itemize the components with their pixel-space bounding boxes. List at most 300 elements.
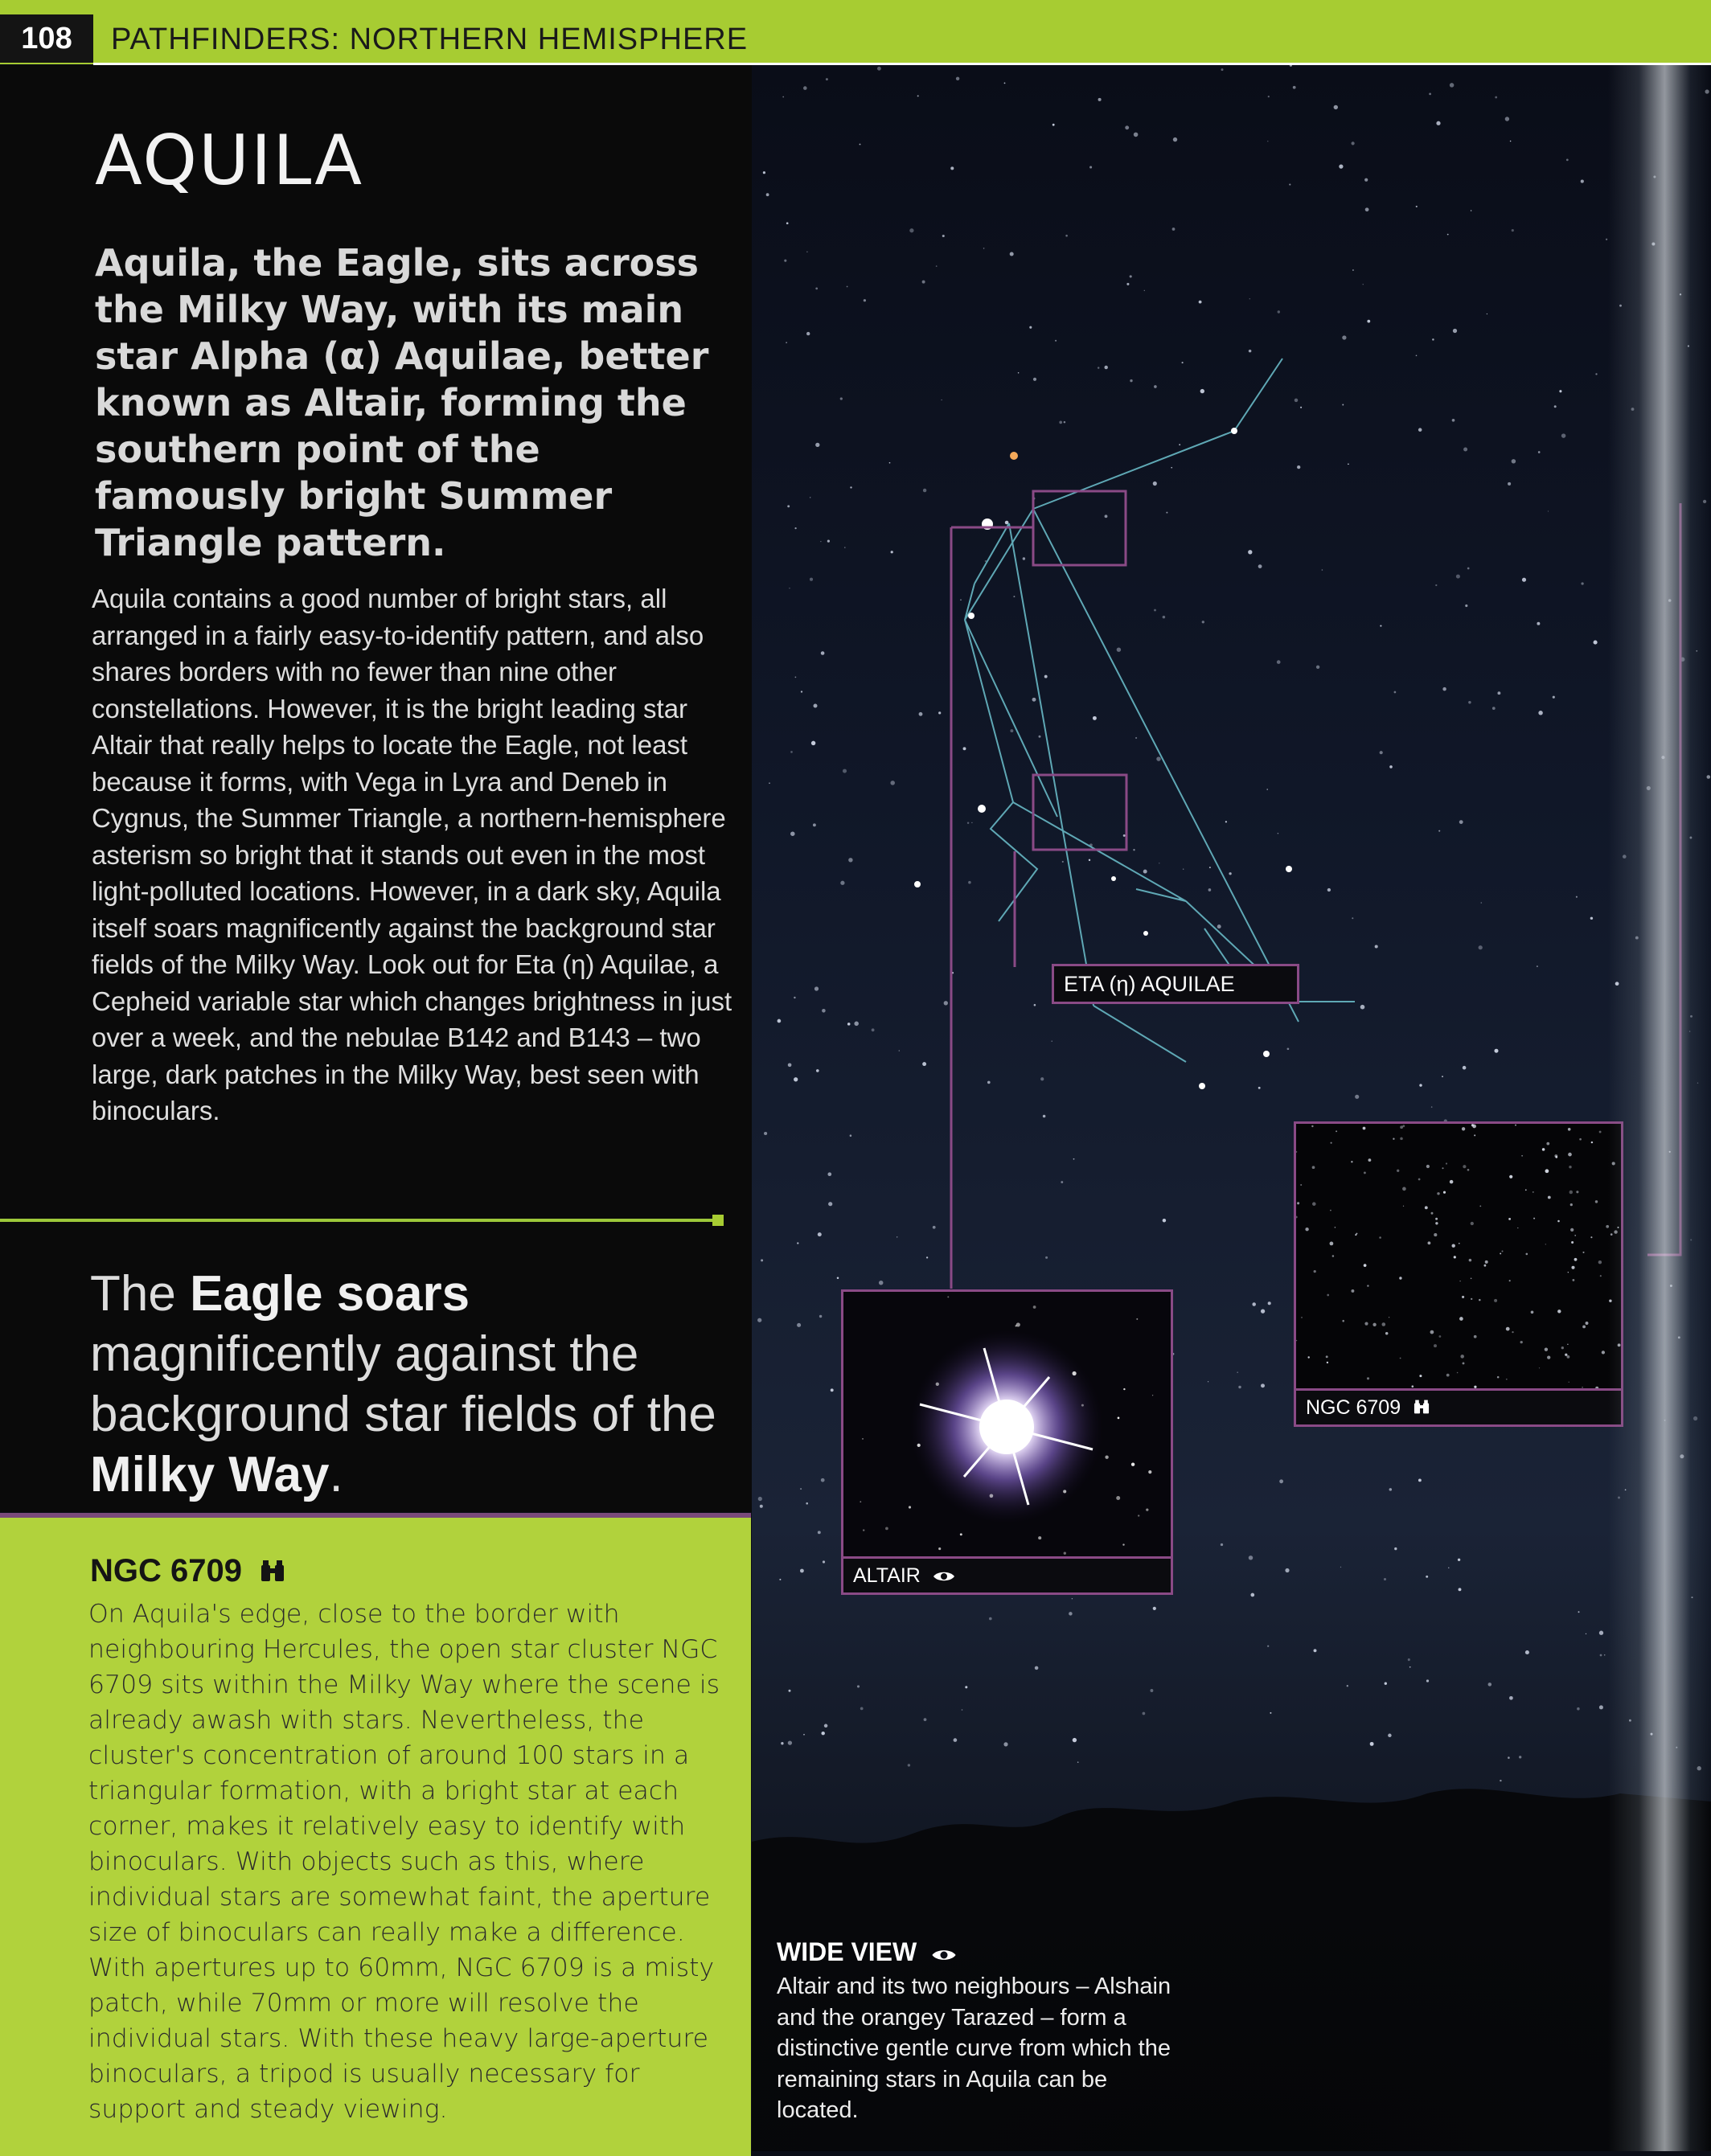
background-star <box>1077 1761 1079 1763</box>
background-star <box>1173 137 1177 141</box>
background-star <box>1314 1649 1317 1652</box>
background-star <box>1561 433 1565 437</box>
background-star <box>1208 888 1212 892</box>
background-star <box>1434 1233 1437 1236</box>
background-star <box>1568 1128 1571 1131</box>
background-star <box>1419 1084 1422 1086</box>
background-star <box>1296 1151 1297 1153</box>
eye-icon <box>933 1560 955 1593</box>
background-star <box>1117 647 1121 651</box>
ngc6709-star-cluster <box>1296 1124 1621 1389</box>
background-star <box>1418 428 1422 432</box>
background-star <box>1352 269 1354 271</box>
background-star <box>787 505 790 507</box>
background-star <box>1495 96 1497 99</box>
pull-quote-text-1: The <box>90 1266 191 1322</box>
background-star <box>1363 284 1364 285</box>
background-star <box>781 1742 783 1744</box>
background-star <box>1546 1142 1549 1146</box>
background-star <box>1154 385 1157 388</box>
background-star <box>1209 867 1211 868</box>
background-star <box>837 1277 839 1280</box>
background-star <box>860 144 861 146</box>
background-star <box>1125 125 1129 129</box>
background-star <box>1454 1256 1456 1258</box>
background-star <box>1105 514 1108 518</box>
background-star <box>1533 1191 1534 1193</box>
background-star <box>1342 1320 1344 1322</box>
background-star <box>814 986 819 990</box>
background-star <box>1548 510 1549 511</box>
background-star <box>1389 1488 1393 1491</box>
background-star <box>1409 1666 1411 1668</box>
background-star <box>1570 1203 1573 1206</box>
background-star <box>815 288 818 290</box>
background-star <box>1459 1588 1462 1591</box>
background-star <box>1355 1234 1356 1236</box>
background-star <box>1266 789 1268 790</box>
background-star <box>1348 463 1349 465</box>
background-star <box>1351 1161 1352 1162</box>
background-star <box>1229 872 1231 875</box>
background-star <box>1515 1125 1516 1126</box>
background-star <box>1307 1356 1309 1358</box>
background-star <box>1032 698 1036 702</box>
background-star <box>1505 117 1509 121</box>
background-star <box>989 1617 992 1621</box>
background-star <box>924 1718 927 1721</box>
background-star <box>1512 1331 1513 1333</box>
background-star <box>1055 340 1057 342</box>
background-star <box>967 822 969 823</box>
background-star <box>1442 1167 1443 1169</box>
background-star <box>1316 666 1319 669</box>
background-star <box>1463 1362 1465 1364</box>
tarazed-star <box>1010 452 1018 460</box>
pull-quote-bold-1: Eagle soars <box>190 1266 470 1322</box>
background-star <box>1297 465 1300 469</box>
background-star <box>1394 691 1397 694</box>
background-star <box>821 1478 825 1482</box>
altair-inset <box>841 1289 1173 1595</box>
background-star <box>1599 1631 1603 1635</box>
background-star <box>1039 736 1041 738</box>
background-star <box>1453 329 1457 333</box>
background-star <box>1566 159 1569 162</box>
background-star <box>1512 459 1516 463</box>
background-star <box>850 1134 852 1137</box>
background-star <box>1471 1277 1472 1279</box>
background-star <box>1435 1222 1438 1224</box>
background-star <box>1268 1301 1271 1305</box>
background-star <box>1089 859 1090 861</box>
background-star <box>1557 1220 1560 1223</box>
background-star <box>1312 1202 1316 1206</box>
background-star <box>1492 707 1496 710</box>
background-star <box>1018 372 1020 374</box>
background-star <box>1425 1206 1428 1209</box>
background-star <box>1426 1576 1428 1578</box>
background-star <box>1352 141 1355 145</box>
background-star <box>971 822 972 823</box>
background-star <box>1013 596 1015 597</box>
background-star <box>956 77 959 80</box>
background-star <box>860 1501 861 1502</box>
background-star <box>1073 1371 1077 1375</box>
background-star <box>1429 93 1431 96</box>
background-star <box>960 1533 962 1535</box>
background-star <box>860 1707 864 1711</box>
background-star <box>1526 1253 1528 1256</box>
background-star <box>1326 1355 1328 1358</box>
background-star <box>1502 1251 1504 1252</box>
background-star <box>1467 568 1470 570</box>
background-star <box>1098 98 1102 101</box>
background-star <box>1004 83 1006 84</box>
background-star <box>779 1579 781 1580</box>
background-star <box>1279 1479 1283 1483</box>
background-star <box>826 78 828 80</box>
background-star <box>810 578 813 581</box>
background-star <box>828 1202 832 1206</box>
background-star <box>1143 870 1147 874</box>
background-star <box>1372 1323 1376 1326</box>
background-star <box>965 1686 967 1688</box>
background-star <box>821 1732 824 1735</box>
background-star <box>1044 675 1048 678</box>
background-star <box>1146 1508 1148 1510</box>
background-star <box>1296 1340 1297 1341</box>
altair-inset-label <box>843 1556 1171 1592</box>
running-header <box>0 0 1711 64</box>
background-star <box>1606 239 1607 240</box>
background-star <box>1221 68 1223 71</box>
background-star <box>1519 1756 1521 1758</box>
background-star <box>1035 1666 1039 1670</box>
background-star <box>1295 399 1299 403</box>
background-star <box>803 1734 805 1736</box>
background-star <box>840 881 844 885</box>
background-star <box>1179 444 1180 445</box>
background-star <box>1268 96 1270 97</box>
page-number: 108 <box>0 14 93 63</box>
background-star <box>818 1232 822 1236</box>
background-star <box>1365 207 1369 211</box>
background-star <box>1033 1305 1036 1309</box>
background-star <box>1598 1260 1602 1264</box>
background-star <box>1052 124 1055 126</box>
background-star <box>1258 564 1262 568</box>
background-star <box>983 248 985 249</box>
background-star <box>1104 366 1107 369</box>
background-star <box>1249 350 1252 353</box>
background-star <box>947 1296 949 1297</box>
background-star <box>872 1028 875 1031</box>
background-star <box>1105 1456 1108 1459</box>
background-star <box>1063 1490 1066 1493</box>
background-star <box>1118 1417 1120 1420</box>
background-star <box>862 1438 864 1440</box>
background-star <box>819 1315 822 1318</box>
background-star <box>1379 1236 1381 1239</box>
background-star <box>1459 820 1463 824</box>
page-gutter-shadow <box>1608 65 1711 2151</box>
background-star <box>1010 252 1014 256</box>
background-star <box>1351 1289 1354 1293</box>
background-star <box>1430 1330 1434 1334</box>
background-star <box>1484 1264 1487 1267</box>
background-star <box>1465 605 1467 607</box>
background-star <box>1290 65 1292 67</box>
background-star <box>1397 1170 1399 1172</box>
background-star <box>794 527 796 529</box>
background-star <box>1438 830 1440 832</box>
background-star <box>1568 1272 1569 1273</box>
background-star <box>1471 210 1472 211</box>
background-star <box>1554 1154 1557 1158</box>
background-star <box>1380 625 1381 627</box>
background-star <box>1364 178 1368 182</box>
background-star <box>1131 1463 1135 1466</box>
background-star <box>944 1001 948 1005</box>
background-star <box>1336 1130 1337 1132</box>
background-star <box>784 260 786 262</box>
background-star <box>1471 1222 1474 1225</box>
background-star <box>1098 367 1099 368</box>
background-star <box>1261 1383 1265 1387</box>
background-star <box>1089 166 1092 168</box>
background-star <box>1081 1404 1084 1407</box>
background-star <box>1579 1138 1582 1141</box>
background-star <box>1355 1095 1359 1099</box>
background-star <box>766 193 769 196</box>
background-star <box>1442 1076 1443 1077</box>
background-star <box>1506 1327 1510 1331</box>
background-star <box>811 741 815 745</box>
background-star <box>800 1488 802 1490</box>
background-star <box>1508 1756 1510 1759</box>
background-star <box>1463 1066 1467 1070</box>
background-star <box>1221 1543 1223 1546</box>
background-star <box>917 1444 921 1447</box>
background-star <box>1199 301 1202 304</box>
background-star <box>1122 1543 1124 1545</box>
background-star <box>1474 1335 1477 1338</box>
background-star <box>1069 1612 1073 1616</box>
background-star <box>968 881 971 884</box>
background-star <box>1237 1371 1238 1373</box>
background-star <box>815 443 819 447</box>
background-star <box>1382 1322 1386 1326</box>
background-star <box>1322 569 1323 571</box>
ngc6709-inset-label-text: NGC 6709 <box>1306 1396 1401 1419</box>
background-star <box>1431 1106 1433 1108</box>
background-star <box>1462 1127 1465 1130</box>
background-star <box>847 1023 851 1026</box>
background-star <box>1460 1355 1464 1359</box>
background-star <box>1542 1148 1545 1151</box>
background-star <box>1525 1189 1527 1191</box>
background-star <box>1064 421 1066 424</box>
background-star <box>1594 641 1598 645</box>
background-star <box>827 1172 831 1176</box>
background-star <box>1202 621 1204 623</box>
background-star <box>1567 1355 1570 1359</box>
background-star <box>891 551 893 553</box>
background-star <box>1363 1127 1366 1130</box>
background-star <box>1045 1256 1048 1259</box>
background-star <box>1043 1115 1046 1118</box>
background-star <box>933 1226 936 1229</box>
background-star <box>1163 616 1166 619</box>
background-star <box>1116 1496 1120 1500</box>
background-star <box>1064 1552 1066 1555</box>
background-star <box>840 397 843 400</box>
background-star <box>803 86 807 90</box>
background-star <box>1581 582 1583 584</box>
background-star <box>890 781 895 785</box>
background-star <box>806 1502 808 1505</box>
background-star <box>1311 1125 1313 1127</box>
background-star <box>1436 121 1440 125</box>
background-star <box>1581 180 1584 183</box>
background-star <box>1565 1354 1567 1356</box>
background-star <box>797 1323 801 1327</box>
background-star <box>1485 1260 1488 1264</box>
background-star <box>1508 482 1511 486</box>
background-star <box>923 489 926 492</box>
background-star <box>1144 290 1145 291</box>
background-star <box>1506 1379 1508 1380</box>
background-star <box>1497 1376 1500 1379</box>
background-star <box>1469 1259 1472 1262</box>
background-star <box>864 299 866 301</box>
background-star <box>1479 1206 1481 1207</box>
background-star <box>1545 1169 1549 1173</box>
background-star <box>1435 1218 1438 1220</box>
background-star <box>909 228 913 232</box>
background-star <box>1065 235 1068 237</box>
background-star <box>1061 1181 1063 1183</box>
background-star <box>863 1529 864 1531</box>
background-star <box>1522 578 1526 582</box>
altair-star-image <box>843 1292 1171 1557</box>
background-star <box>1010 729 1013 732</box>
background-star <box>1334 105 1338 109</box>
background-star <box>1547 1355 1550 1359</box>
ngc6709-inset-label <box>1296 1388 1621 1424</box>
background-star <box>1347 1685 1348 1687</box>
body-paragraph: Aquila contains a good number of bright stars, all arranged in a fairly easy-to-identify pattern, and also shares borders with no fewer than nine other constellations. However, it is the bright leading star Altair that really helps to locate the Eagle, not least because it forms, with Vega in Lyra and Deneb in Cygnus, the Summer Triangle, a northern-hemisphere asterism so bright that it stands out even in the most light-polluted locations. However, in a dark sky, Aquila itself soars magnificently against the background star fields of the Milky Way. Look out for Eta (η) Aquilae, a Cepheid variable star which changes brightness in just over a week, and the nebulae B142 and B143 – two large, dark patches in the Milky Way, best seen with binoculars. <box>92 584 732 1125</box>
background-star <box>1600 1654 1602 1657</box>
background-star <box>1435 584 1437 586</box>
background-star <box>909 1506 911 1508</box>
background-star <box>1571 1266 1574 1269</box>
background-star <box>963 747 966 750</box>
background-star <box>1459 1317 1463 1321</box>
background-star <box>813 823 816 826</box>
background-star <box>1494 1299 1497 1302</box>
ngc6709-box-text: On Aquila's edge, close to the border with neighbouring Hercules, the open star cluster NGC 6709 sits within the Milky Way where the scene is already awash with stars. Nevertheless, the cluster's concentration of around 100 stars in a triangular formation, with a bright star at each corner, makes it relatively easy to identify with binoculars. With objects such as this, where individual stars are somewhat faint, the aperture size of binoculars can really make a difference. With apertures up to 60mm, NGC 6709 is a misty patch, while 70mm or more will resolve the individual stars. With these heavy large-aperture binoculars, a tripod is usually necessary for support and steady viewing. <box>88 1600 720 2124</box>
background-star <box>1399 1277 1401 1279</box>
background-star <box>1500 1252 1501 1254</box>
background-star <box>1569 1191 1573 1194</box>
background-star <box>1148 1470 1151 1474</box>
background-star <box>1073 1738 1077 1742</box>
background-star <box>1408 1658 1410 1661</box>
background-star <box>1380 751 1383 754</box>
background-star <box>1136 1318 1138 1320</box>
background-star <box>1305 1228 1308 1231</box>
background-star <box>1033 378 1036 381</box>
background-star <box>1327 1294 1329 1297</box>
background-star <box>1278 310 1280 313</box>
background-star <box>850 486 851 488</box>
background-star <box>1574 1235 1576 1236</box>
running-title: PATHFINDERS: NORTHERN HEMISPHERE <box>111 23 749 56</box>
background-star <box>1364 1171 1366 1174</box>
background-star <box>1468 701 1471 703</box>
background-star <box>1258 1087 1261 1089</box>
background-star <box>1130 379 1132 382</box>
background-star <box>816 1069 819 1072</box>
background-star <box>1016 1322 1020 1326</box>
background-star <box>1143 1712 1146 1715</box>
background-star <box>1249 1556 1253 1560</box>
background-star <box>1340 1567 1341 1568</box>
background-star <box>1300 407 1302 408</box>
background-star <box>1385 1683 1387 1685</box>
background-star <box>1426 1679 1429 1682</box>
background-star <box>1393 1138 1394 1140</box>
background-star <box>1548 1196 1551 1199</box>
background-star <box>1437 1192 1439 1195</box>
eta-aquilae-label <box>1052 964 1299 1004</box>
background-star <box>794 997 795 998</box>
background-star <box>1297 1202 1299 1204</box>
background-star <box>1364 1322 1368 1326</box>
background-star <box>789 1690 791 1692</box>
background-star <box>1456 575 1460 579</box>
background-star <box>800 1569 804 1573</box>
background-star <box>1442 687 1446 691</box>
background-star <box>1500 1780 1501 1781</box>
background-star <box>1602 1351 1605 1354</box>
background-star <box>1156 756 1160 760</box>
background-star <box>942 235 945 237</box>
background-star <box>1539 1367 1540 1368</box>
background-star <box>761 1259 763 1261</box>
background-star <box>1126 283 1129 285</box>
background-star <box>1537 622 1540 625</box>
background-star <box>1525 1650 1529 1654</box>
background-star <box>786 222 789 224</box>
background-star <box>1520 1341 1523 1343</box>
background-star <box>1250 1593 1254 1597</box>
background-star <box>1497 691 1500 695</box>
background-star <box>831 1388 834 1392</box>
background-star <box>782 96 784 98</box>
background-star <box>1183 868 1184 870</box>
background-star <box>1123 834 1126 837</box>
background-star <box>1416 355 1418 356</box>
background-star <box>1400 1137 1403 1141</box>
background-star <box>1038 1536 1041 1539</box>
background-star <box>1463 448 1467 452</box>
background-star <box>1003 1742 1007 1746</box>
background-star <box>1463 1165 1466 1168</box>
background-star <box>1426 1165 1430 1168</box>
